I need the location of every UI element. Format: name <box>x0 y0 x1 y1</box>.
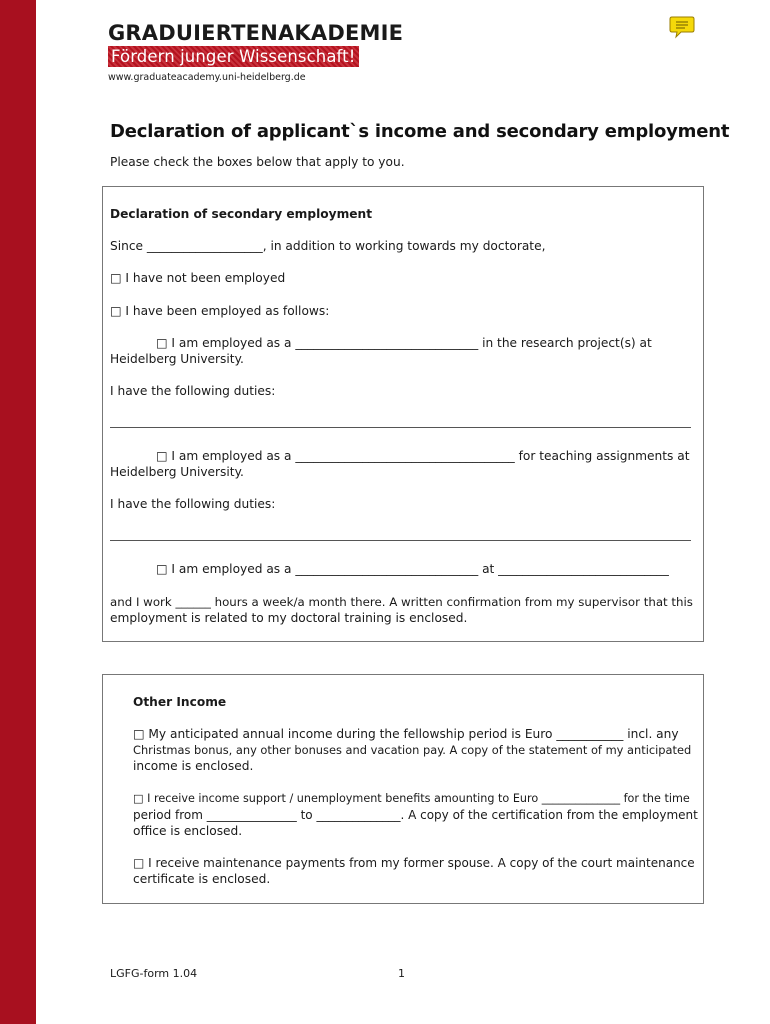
annual-income-continued-2: income is enclosed. <box>133 759 254 773</box>
checkbox-income-support[interactable]: □ I receive income support / unemployment benefits amounting to Euro ______________ for the time <box>133 792 690 805</box>
since-date-field[interactable]: Since ___________________, in addition to working towards my doctorate, <box>110 239 546 253</box>
checkbox-not-employed[interactable]: □ I have not been employed <box>110 271 286 285</box>
page-number: 1 <box>398 967 405 980</box>
annual-income-continued: Christmas bonus, any other bonuses and vacation pay. A copy of the statement of my anticipated <box>133 743 692 757</box>
duties-line-research[interactable] <box>110 427 691 428</box>
maintenance-continued: certificate is enclosed. <box>133 872 271 886</box>
page-instructions: Please check the boxes below that apply to you. <box>110 155 405 169</box>
hours-statement-continued: employment is related to my doctoral training is enclosed. <box>110 611 468 625</box>
checkbox-employed[interactable]: □ I have been employed as follows: <box>110 304 330 318</box>
research-project-continued: Heidelberg University. <box>110 352 244 366</box>
comment-note-icon[interactable] <box>669 15 695 39</box>
brand-tagline: Fördern junger Wissenschaft! <box>108 46 359 67</box>
letterhead <box>108 21 403 83</box>
red-side-bar <box>0 0 36 1024</box>
section-heading-employment: Declaration of secondary employment <box>110 207 373 221</box>
section-heading-income: Other Income <box>133 695 227 709</box>
duties-label-research: I have the following duties: <box>110 384 276 398</box>
checkbox-research-project[interactable]: □ I am employed as a ______________________________ in the research project(s) at <box>156 336 652 350</box>
website-url: www.graduateacademy.uni-heidelberg.de <box>108 72 306 83</box>
income-support-continued: office is enclosed. <box>133 824 243 838</box>
checkbox-other-employer[interactable]: □ I am employed as a ______________________________ at ____________________________ <box>156 562 669 576</box>
checkbox-annual-income[interactable]: □ My anticipated annual income during the fellowship period is Euro ___________ incl. any <box>133 727 679 741</box>
checkbox-teaching[interactable]: □ I am employed as a ____________________________________ for teaching assignments at <box>156 449 690 463</box>
checkbox-maintenance[interactable]: □ I receive maintenance payments from my former spouse. A copy of the court maintenance <box>133 856 695 870</box>
teaching-continued: Heidelberg University. <box>110 465 244 479</box>
income-support-period[interactable]: period from _______________ to ______________. A copy of the certification from the employment <box>133 808 698 822</box>
duties-label-teaching: I have the following duties: <box>110 497 276 511</box>
brand-name: GRADUIERTENAKADEMIE <box>108 21 404 45</box>
form-id: LGFG-form 1.04 <box>110 967 198 980</box>
page-title: Declaration of applicant`s income and secondary employment <box>110 121 730 142</box>
duties-line-teaching[interactable] <box>110 540 691 541</box>
hours-statement[interactable]: and I work ______ hours a week/a month there. A written confirmation from my supervisor that this <box>110 595 693 609</box>
